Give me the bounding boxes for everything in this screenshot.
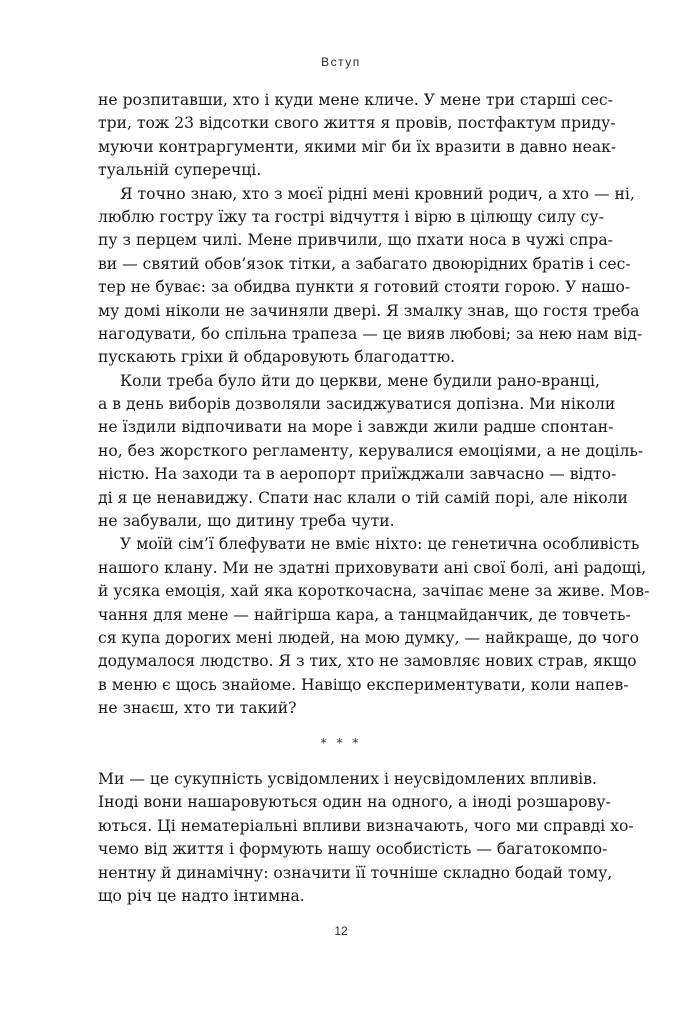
text-line: ді я це ненавиджу. Спати нас клали о тій самій порі, але ніколи [98,488,628,507]
text-line: що річ це надто інтимна. [98,886,305,905]
text-line: ся купа дорогих мені людей, на мою думку, — найкраще, до чого [98,628,640,647]
text-line: му домі ніколи не зачиняли двері. Я змалку знав, що гостя треба [98,301,640,320]
page-number: 12 [334,924,348,938]
body-text-section-1 [98,89,650,721]
text-line: Іноді вони нашаровуються один на одного, а іноді розшарову- [98,793,611,812]
text-line: Ми — це сукупність усвідомлених і неусвідомлених впливів. [98,770,597,788]
text-line: три, тож 23 відсотки свого життя я провів, постфактум приду- [98,114,616,133]
text-line: не знаєш, хто ти такий? [98,699,297,718]
text-line: туальній суперечці. [98,161,262,180]
text-line: не розпитавши, хто і куди мене кличе. У мене три старші сес- [98,91,613,109]
text-line: люблю гостру їжу та гострі відчуття і вірю в цілющу силу су- [98,207,604,226]
text-line: пу з перцем чилі. Мене привчили, що пхати носа в чужі спра- [98,231,613,250]
text-line: чання для мене — найгірша кара, а танцмайданчик, де товчеть- [98,605,631,624]
text-line: ністю. На заходи та в аеропорт приїжджали завчасно — відто- [98,465,617,484]
body-text-section-2 [98,768,634,908]
text-line: пускають гріхи й обдаровують благодаттю. [98,348,456,367]
text-line: й усяка емоція, хай яка короткочасна, зачіпає мене за живе. Мов- [98,582,650,601]
section-separator: * * * [320,736,362,750]
text-line: додумалося людство. Я з тих, хто не замовляє нових страв, якщо [98,652,637,671]
text-line: ються. Ці нематеріальні впливи визначають, чого ми справді хо- [98,816,634,835]
paragraph-first-line: У моїй сім’ї блефувати не вміє ніхто: це генетична особливість [120,535,640,554]
running-head: Вступ [321,55,361,69]
text-line: чемо від життя і формують нашу особистість — багатокомпо- [98,840,608,859]
text-line: не їздили відпочивати на море і завжди жили радше спонтан- [98,418,614,437]
paragraph-first-line: Коли треба було йти до церкви, мене будили рано-вранці, [120,371,600,390]
text-line: нентну й динамічну: означити її точніше складно бодай тому, [98,863,613,882]
text-line: муючи контраргументи, якими міг би їх вразити в давно неак- [98,137,617,156]
text-line: в меню є щось знайоме. Навіщо експериментувати, коли напев- [98,675,629,694]
text-line: тер не буває: за обидва пункти я готовий стояти горою. У нашо- [98,278,631,297]
text-line: но, без жорсткого регламенту, керувалися емоціями, а не доціль- [98,441,644,460]
text-line: нашого клану. Ми не здатні приховувати ані свої болі, ані радощі, [98,558,647,577]
text-line: а в день виборів дозволяли засиджуватися допізна. Ми ніколи [98,395,616,414]
text-line: нагодувати, бо спільна трапеза — це вияв любові; за нею нам від- [98,324,643,343]
text-line: ви — святий обов’язок тітки, а забагато двоюрідних братів і сес- [98,254,631,273]
paragraph-first-line: Я точно знаю, хто з моєї рідні мені кровний родич, а хто — ні, [120,184,635,203]
text-line: не забували, що дитину треба чути. [98,512,395,531]
